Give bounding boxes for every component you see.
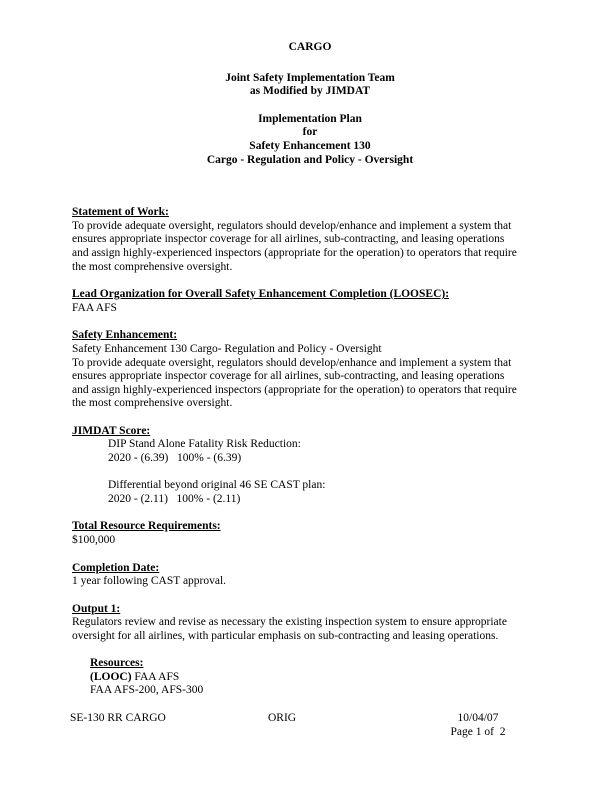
section-output-1	[72, 603, 548, 698]
body-line: To provide adequate oversight, regulators should develop/enhance and implement a system that	[72, 219, 512, 232]
completion-date-heading: Completion Date:	[72, 561, 160, 574]
body-line: and assign highly-experienced inspectors (appropriate for the operation) to operators that require	[72, 246, 517, 259]
plan-line: for	[302, 126, 318, 139]
section-lead-organization	[72, 288, 548, 315]
footer-date: 10/04/07	[457, 712, 499, 724]
blank-line	[72, 466, 548, 480]
section-jimdat-score	[72, 425, 548, 507]
body-line: the most comprehensive oversight.	[72, 260, 233, 273]
safety-enhancement-heading: Safety Enhancement:	[72, 329, 178, 342]
footer-doc-id: SE-130 RR CARGO	[70, 712, 166, 724]
section-statement-of-work	[72, 206, 548, 274]
resources-org-code: (LOOC)	[90, 670, 132, 683]
lead-organization-heading: Lead Organization for Overall Safety Enhancement Completion (LOOSEC):	[72, 288, 450, 301]
team-line: as Modified by JIMDAT	[249, 85, 371, 98]
body-line: Safety Enhancement 130 Cargo- Regulation and Policy - Oversight	[72, 342, 382, 355]
body-line: and assign highly-experienced inspectors (appropriate for the operation) to operators that require	[72, 383, 517, 396]
resources-org-name: FAA AFS	[131, 670, 180, 683]
footer-revision: ORIG	[268, 712, 297, 724]
doc-title: CARGO	[288, 41, 332, 53]
body-line: the most comprehensive oversight.	[72, 397, 233, 410]
plan-line: Cargo - Regulation and Policy - Oversight	[206, 153, 414, 166]
lead-organization-value: FAA AFS	[72, 301, 117, 314]
statement-of-work-heading: Statement of Work:	[72, 206, 169, 219]
jimdat-item-value: 2020 - (6.39) 100% - (6.39)	[108, 452, 242, 465]
body-line: ensures appropriate inspector coverage for all airlines, sub-contracting, and leasing operations	[72, 233, 505, 246]
total-resource-requirements-heading: Total Resource Requirements:	[72, 520, 221, 533]
plan-line: Implementation Plan	[258, 112, 362, 125]
jimdat-item-label: Differential beyond original 46 SE CAST plan:	[108, 479, 326, 492]
team-block	[72, 72, 548, 99]
doc-header	[72, 41, 548, 167]
completion-date-value: 1 year following CAST approval.	[72, 575, 227, 588]
section-completion-date	[72, 562, 548, 589]
plan-block	[72, 113, 548, 167]
resources-line: FAA AFS-200, AFS-300	[90, 684, 204, 697]
jimdat-score-heading: JIMDAT Score:	[72, 424, 151, 437]
section-safety-enhancement	[72, 329, 548, 411]
footer-date-page	[440, 712, 516, 739]
section-total-resource-requirements	[72, 520, 548, 547]
body-line: To provide adequate oversight, regulators should develop/enhance and implement a system that	[72, 356, 512, 369]
jimdat-item-label: DIP Stand Alone Fatality Risk Reduction:	[108, 438, 301, 451]
jimdat-item-value: 2020 - (2.11) 100% - (2.11)	[108, 492, 241, 505]
body-line: Regulators review and revise as necessary the existing inspection system to ensure appropriate	[72, 616, 507, 629]
body-line: oversight for all airlines, with particular emphasis on sub-contracting and leasing operations.	[72, 630, 499, 642]
blank-line	[72, 644, 548, 658]
footer-page-number: Page 1 of 2	[450, 725, 506, 738]
plan-line: Safety Enhancement 130	[249, 139, 371, 152]
body-line: ensures appropriate inspector coverage for all airlines, sub-contracting, and leasing operations	[72, 370, 505, 383]
total-resource-requirements-value: $100,000	[72, 534, 116, 547]
output-1-heading: Output 1:	[72, 602, 121, 615]
team-line: Joint Safety Implementation Team	[225, 71, 395, 84]
resources-line	[72, 671, 548, 685]
resources-heading: Resources:	[90, 657, 144, 670]
